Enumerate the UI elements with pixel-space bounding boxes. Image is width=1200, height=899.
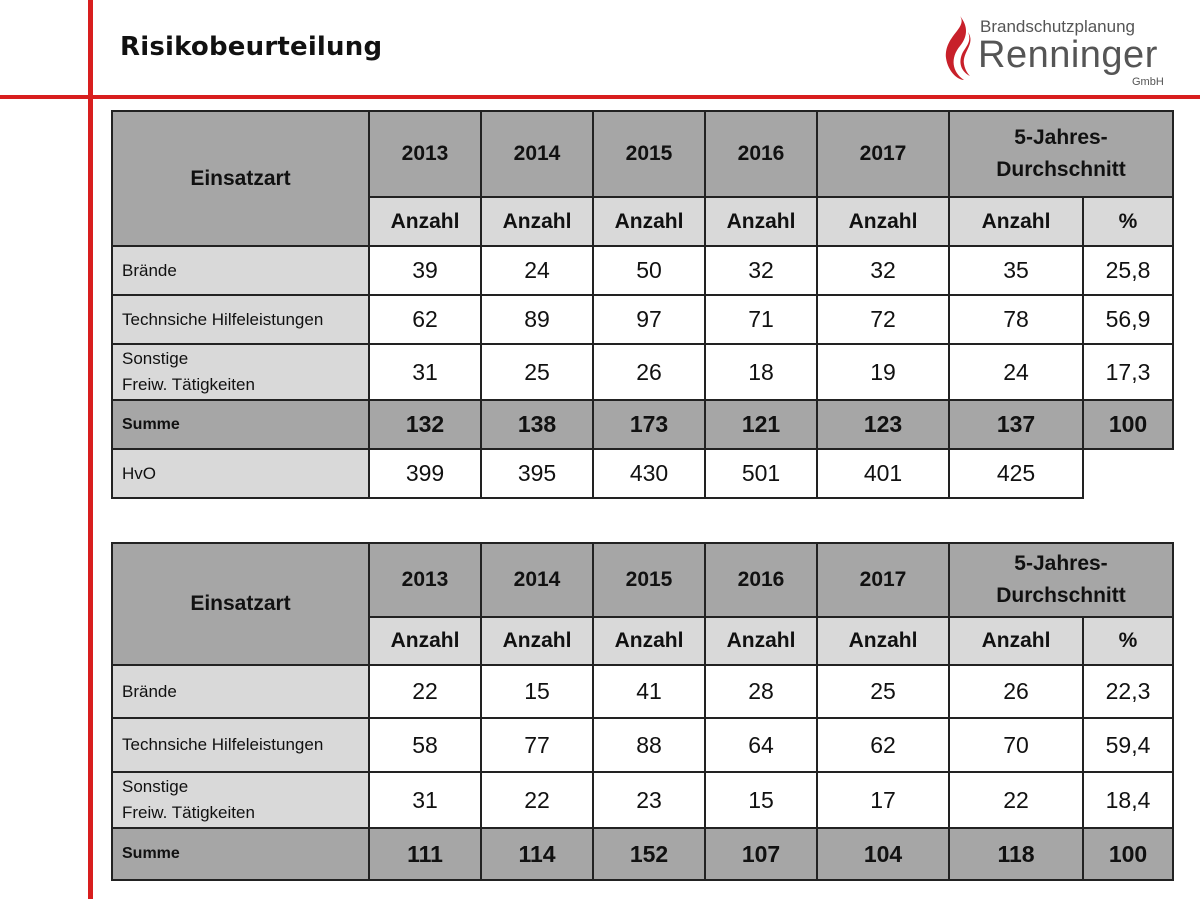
cell-value: 78 (949, 295, 1083, 344)
sub-header: Anzahl (369, 617, 481, 665)
row-label: Technsiche Hilfeleistungen (112, 718, 369, 772)
cell-value: 25,8 (1083, 246, 1173, 295)
cell-value: 31 (369, 344, 481, 400)
year-header: 2013 (369, 111, 481, 197)
row-label (112, 344, 369, 400)
risk-table-1 (111, 110, 1174, 499)
cell-value: 22,3 (1083, 665, 1173, 718)
sub-header: Anzahl (369, 197, 481, 246)
table-corner-header: Einsatzart (112, 111, 369, 246)
year-header: 2015 (593, 543, 705, 617)
cell-value: 425 (949, 449, 1083, 498)
cell-value: 430 (593, 449, 705, 498)
cell-value: 24 (481, 246, 593, 295)
table-row (112, 344, 1173, 400)
red-vertical-rule (88, 0, 93, 899)
sum-value: 107 (705, 828, 817, 880)
cell-value: 59,4 (1083, 718, 1173, 772)
cell-value: 26 (593, 344, 705, 400)
sum-label: Summe (112, 828, 369, 880)
avg-header (949, 543, 1173, 617)
year-header: 2017 (817, 111, 949, 197)
sum-value: 132 (369, 400, 481, 449)
risk-table-2 (111, 542, 1174, 881)
sub-header: Anzahl (705, 617, 817, 665)
sub-header: Anzahl (817, 197, 949, 246)
cell-value: 58 (369, 718, 481, 772)
year-header: 2014 (481, 111, 593, 197)
sub-header: Anzahl (949, 197, 1083, 246)
cell-value: 35 (949, 246, 1083, 295)
sum-value: 152 (593, 828, 705, 880)
cell-value: 31 (369, 772, 481, 828)
cell-value: 18,4 (1083, 772, 1173, 828)
cell-value: 50 (593, 246, 705, 295)
cell-value: 72 (817, 295, 949, 344)
year-header: 2016 (705, 543, 817, 617)
cell-value: 56,9 (1083, 295, 1173, 344)
cell-value: 18 (705, 344, 817, 400)
sub-header: Anzahl (481, 197, 593, 246)
cell-value: 15 (705, 772, 817, 828)
year-header: 2014 (481, 543, 593, 617)
empty-cell (1083, 449, 1173, 498)
hvo-label: HvO (112, 449, 369, 498)
cell-value: 401 (817, 449, 949, 498)
cell-value: 19 (817, 344, 949, 400)
company-logo (938, 12, 1183, 92)
sum-value: 137 (949, 400, 1083, 449)
row-label (112, 772, 369, 828)
sum-row (112, 400, 1173, 449)
sub-header: Anzahl (481, 617, 593, 665)
row-label-line2: Freiw. Tätigkeiten (122, 375, 255, 394)
cell-value: 15 (481, 665, 593, 718)
sub-header: % (1083, 617, 1173, 665)
cell-value: 62 (817, 718, 949, 772)
sum-value: 114 (481, 828, 593, 880)
row-label-line1: Sonstige (122, 777, 189, 796)
logo-suffix: GmbH (1132, 76, 1164, 88)
cell-value: 23 (593, 772, 705, 828)
row-label: Technsiche Hilfeleistungen (112, 295, 369, 344)
sub-header: Anzahl (949, 617, 1083, 665)
sum-row (112, 828, 1173, 880)
sum-value: 138 (481, 400, 593, 449)
flame-icon (938, 14, 978, 82)
cell-value: 88 (593, 718, 705, 772)
year-header: 2015 (593, 111, 705, 197)
row-label: Brände (112, 246, 369, 295)
sum-value: 100 (1083, 828, 1173, 880)
table-row (112, 295, 1173, 344)
cell-value: 32 (705, 246, 817, 295)
sum-value: 100 (1083, 400, 1173, 449)
sub-header: Anzahl (817, 617, 949, 665)
sub-header: Anzahl (593, 617, 705, 665)
avg-header-line1: 5-Jahres- (1014, 126, 1108, 149)
year-header: 2013 (369, 543, 481, 617)
cell-value: 89 (481, 295, 593, 344)
sum-value: 123 (817, 400, 949, 449)
cell-value: 71 (705, 295, 817, 344)
sum-value: 173 (593, 400, 705, 449)
cell-value: 17 (817, 772, 949, 828)
cell-value: 25 (817, 665, 949, 718)
avg-header (949, 111, 1173, 197)
cell-value: 26 (949, 665, 1083, 718)
cell-value: 64 (705, 718, 817, 772)
cell-value: 39 (369, 246, 481, 295)
sum-value: 104 (817, 828, 949, 880)
cell-value: 77 (481, 718, 593, 772)
cell-value: 97 (593, 295, 705, 344)
sum-label: Summe (112, 400, 369, 449)
sum-value: 118 (949, 828, 1083, 880)
cell-value: 32 (817, 246, 949, 295)
row-label-line2: Freiw. Tätigkeiten (122, 803, 255, 822)
avg-header-line1: 5-Jahres- (1014, 552, 1108, 575)
table-corner-header: Einsatzart (112, 543, 369, 665)
hvo-row (112, 449, 1173, 498)
cell-value: 501 (705, 449, 817, 498)
cell-value: 62 (369, 295, 481, 344)
logo-name: Renninger (978, 34, 1158, 76)
cell-value: 17,3 (1083, 344, 1173, 400)
table-row (112, 772, 1173, 828)
logo-tagline: Brandschutzplanung (980, 17, 1136, 36)
row-label: Brände (112, 665, 369, 718)
avg-header-line2: Durchschnitt (996, 158, 1126, 181)
row-label-line1: Sonstige (122, 349, 189, 368)
cell-value: 22 (949, 772, 1083, 828)
cell-value: 22 (369, 665, 481, 718)
avg-header-line2: Durchschnitt (996, 584, 1126, 607)
cell-value: 41 (593, 665, 705, 718)
sub-header: Anzahl (705, 197, 817, 246)
year-header: 2017 (817, 543, 949, 617)
cell-value: 25 (481, 344, 593, 400)
cell-value: 70 (949, 718, 1083, 772)
cell-value: 395 (481, 449, 593, 498)
sum-value: 121 (705, 400, 817, 449)
cell-value: 28 (705, 665, 817, 718)
sum-value: 111 (369, 828, 481, 880)
table-row (112, 665, 1173, 718)
table-row (112, 246, 1173, 295)
cell-value: 22 (481, 772, 593, 828)
sub-header: % (1083, 197, 1173, 246)
cell-value: 24 (949, 344, 1083, 400)
red-horizontal-rule (0, 95, 1200, 99)
page-title: Risikobeurteilung (120, 32, 383, 62)
year-header: 2016 (705, 111, 817, 197)
cell-value: 399 (369, 449, 481, 498)
table-row (112, 718, 1173, 772)
sub-header: Anzahl (593, 197, 705, 246)
